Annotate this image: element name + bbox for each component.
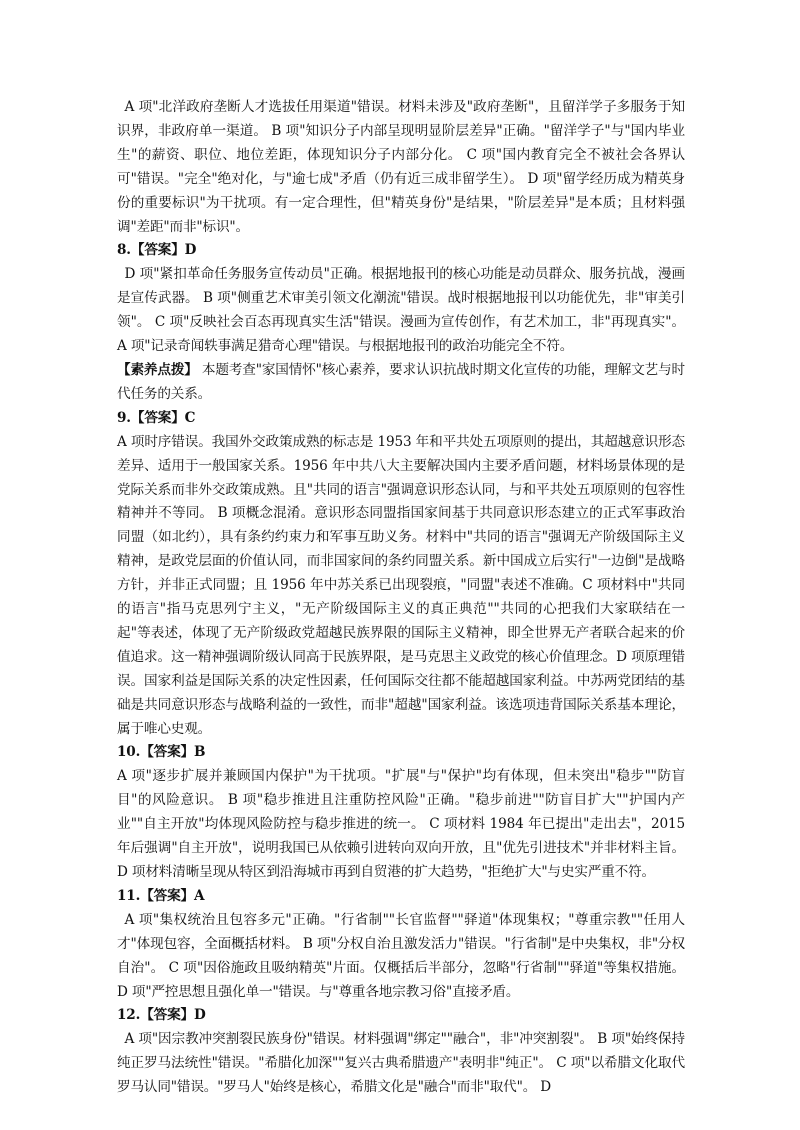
- answer-heading-q11: 11.【答案】A: [117, 887, 205, 904]
- explanation-q7: A 项"北洋政府垄断人才选拔任用渠道"错误。材料未涉及"政府垄断"，且留洋学子多服务于知识界，非政府单一渠道。 B 项"知识分子内部呈现明显阶层差异"正确。"留洋学子"与"国内毕业生"的薪资、职位、地位差距，体现知识分子内部分化。 C 项"国内教育完全不被社会各界认可"错误。"完全"绝对化，与"逾七成"矛盾（仍有近三成非留学生）。 D 项"留学经历成为精英身份的重要标识"为干扰项。有一定合理性，但"精英身份"是结果，"阶层差异"是本质；且材料强调"差距"而非"标识"。: [117, 99, 685, 235]
- explanation-q9: A 项时序错误。我国外交政策成熟的标志是 1953 年和平共处五项原则的提出，其超越意识形态差异、适用于一般国家关系。1956 年中共八大主要解决国内主要矛盾问题，材料场景体现的是党际关系而非外交政策成熟。且"共同的语言"强调意识形态认同，与和平共处五项原则的包容性精神并不等同。 B 项概念混淆。意识形态同盟指国家间基于共同意识形态建立的正式军事政治同盟（如北约），具有条约约束力和军事互助义务。材料中"共同的语言"强调无产阶级国际主义精神，是政党层面的价值认同，而非国家间的条约同盟关系。新中国成立后实行"一边倒"是战略方针，并非正式同盟；且 1956 年中苏关系已出现裂痕，"同盟"表述不准确。C 项材料中"共同的语言"指马克思列宁主义，"无产阶级国际主义的真正典范""共同的心把我们大家联结在一起"等表述，体现了无产阶级政党超越民族界限的国际主义精神，即全世界无产者联合起来的价值追求。这一精神强调阶级认同高于民族界限，是马克思主义政党的核心价值理念。D 项原理错误。国家利益是国际关系的决定性因素，任何国际交往都不能超越国家利益。中苏两党团结的基础是共同意识形态与战略利益的一致性，而非"超越"国家利益。该选项违背国际关系基本理论，属于唯心史观。: [117, 433, 685, 737]
- document-page: [117, 96, 685, 1100]
- literacy-tip-text: 本题考查"家国情怀"核心素养，要求认识抗战时期文化宣传的功能，理解文艺与时代任务的关系。: [117, 361, 686, 402]
- answer-heading-q10: 10.【答案】B: [117, 744, 206, 761]
- explanation-q11: A 项"集权统治且包容多元"正确。"行省制""长官监督""驿道"体现集权；"尊重宗教""任用人才"体现包容，全面概括材料。 B 项"分权自治且激发活力"错误。"行省制"是中央集权，非"分权自治"。 C 项"因俗施政且吸纳精英"片面。仅概括后半部分，忽略"行省制""驿道"等集权措施。 D 项"严控思想且强化单一"错误。与"尊重各地宗教习俗"直接矛盾。: [117, 911, 685, 1000]
- explanation-q12: A 项"因宗教冲突割裂民族身份"错误。材料强调"绑定""融合"，非"冲突割裂"。 B 项"始终保持纯正罗马法统性"错误。"希腊化加深""复兴古典希腊遗产"表明非"纯正"。 C 项"以希腊文化取代罗马认同"错误。"罗马人"始终是核心，希腊文化是"融合"而非"取代"。 D: [117, 1031, 685, 1096]
- answer-heading-q9: 9.【答案】C: [117, 409, 196, 426]
- explanation-q10: A 项"逐步扩展并兼顾国内保护"为干扰项。"扩展"与"保护"均有体现，但未突出"稳步""防盲目"的风险意识。 B 项"稳步推进且注重防控风险"正确。"稳步前进""防盲目扩大""护国内产业""自主开放"均体现风险防控与稳步推进的统一。 C 项材料 1984 年已提出"走出去"，2015 年后强调"自主开放"，说明我国已从依赖引进转向双向开放，且"优先引进技术"并非材料主旨。 D 项材料清晰呈现从特区到沿海城市再到自贸港的扩大趋势，"拒绝扩大"与史实严重不符。: [117, 768, 686, 880]
- answer-heading-q12: 12.【答案】D: [117, 1007, 206, 1024]
- literacy-tip-label: 【素养点拨】: [117, 361, 198, 378]
- answer-heading-q8: 8.【答案】D: [117, 242, 197, 259]
- explanation-q8: D 项"紧扣革命任务服务宣传动员"正确。根据地报刊的核心功能是动员群众、服务抗战，漫画是宣传武器。 B 项"侧重艺术审美引领文化潮流"错误。战时根据地报刊以功能优先，非"审美引领"。 C 项"反映社会百态再现真实生活"错误。漫画为宣传创作，有艺术加工，非"再现真实"。 A 项"记录奇闻轶事满足猎奇心理"错误。与根据地报刊的政治功能完全不符。: [117, 266, 685, 355]
- literacy-tip: [117, 359, 685, 407]
